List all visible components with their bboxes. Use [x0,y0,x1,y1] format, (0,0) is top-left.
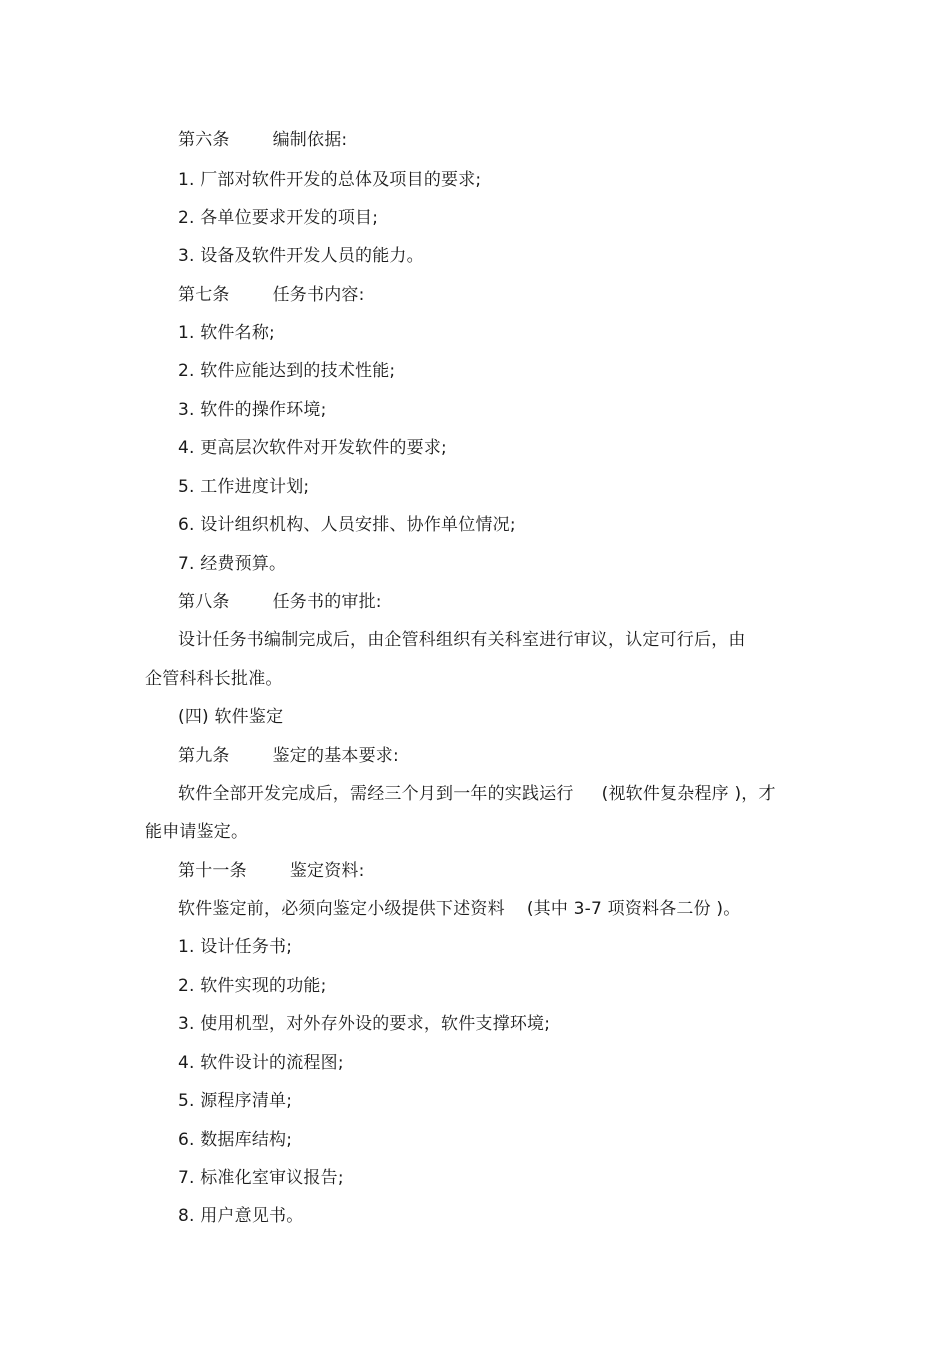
section-heading: (四) 软件鉴定 [178,707,284,727]
list-item: 1. 设计任务书; [178,937,293,957]
list-item: 1. 软件名称; [178,323,275,343]
list-item: 3. 设备及软件开发人员的能力。 [178,246,424,266]
paragraph-text: 软件全部开发完成后，需经三个月到一年的实践运行 [178,784,574,804]
article-title: 任务书内容: [272,285,365,305]
paragraph-text: 软件鉴定前，必须向鉴定小级提供下述资料 [178,899,505,919]
list-item: 7. 经费预算。 [178,554,287,574]
list-item: 7. 标准化室审议报告; [178,1168,344,1188]
paragraph-line: 企管科科长批准。 [145,669,283,689]
article-number: 第九条 [178,746,230,766]
list-item: 6. 数据库结构; [178,1130,293,1150]
list-item: 3. 使用机型，对外存外设的要求，软件支撑环境; [178,1014,551,1034]
list-item: 5. 工作进度计划; [178,477,310,497]
list-item: 6. 设计组织机构、人员安排、协作单位情况; [178,515,516,535]
article-heading-9 [178,746,399,766]
list-item: 1. 厂部对软件开发的总体及项目的要求; [178,170,482,190]
paragraph-text: (视软件复杂程序 )，才 [601,784,776,804]
article-heading-6 [178,130,347,150]
article-number: 第八条 [178,592,230,612]
paragraph-line: 能申请鉴定。 [145,822,249,842]
list-item: 5. 源程序清单; [178,1091,293,1111]
article-title: 鉴定的基本要求: [272,746,399,766]
list-item: 8. 用户意见书。 [178,1206,304,1226]
article-heading-11 [178,861,365,881]
list-item: 2. 各单位要求开发的项目; [178,208,379,228]
list-item: 2. 软件实现的功能; [178,976,327,996]
article-title: 编制依据: [272,130,348,150]
list-item: 2. 软件应能达到的技术性能; [178,361,396,381]
article-title: 任务书的审批: [272,592,382,612]
article-number: 第七条 [178,285,230,305]
paragraph-line [178,784,776,804]
article-number: 第六条 [178,130,230,150]
article-heading-7 [178,285,365,305]
list-item: 3. 软件的操作环境; [178,400,327,420]
article-heading-8 [178,592,382,612]
paragraph-text: (其中 3-7 项资料各二份 )。 [526,899,741,919]
list-item: 4. 软件设计的流程图; [178,1053,344,1073]
article-title: 鉴定资料: [289,861,365,881]
article-number: 第十一条 [178,861,247,881]
paragraph-line [178,899,740,919]
list-item: 4. 更高层次软件对开发软件的要求; [178,438,447,458]
paragraph-line: 设计任务书编制完成后，由企管科组织有关科室进行审议，认定可行后，由 [178,630,746,650]
